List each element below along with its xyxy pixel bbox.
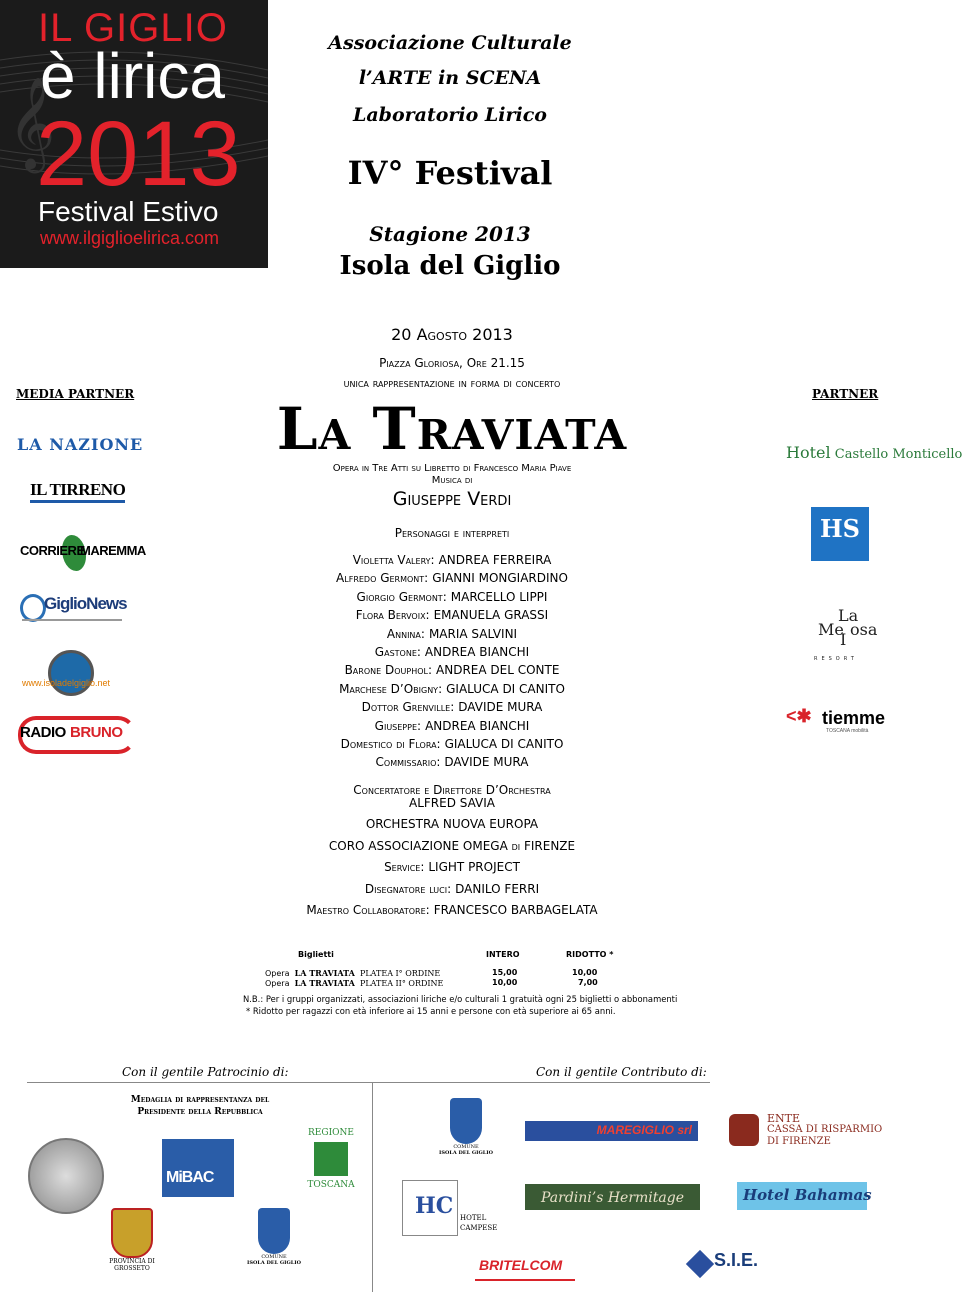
location: Isola del Giglio bbox=[339, 251, 561, 281]
music-by: Musica di bbox=[431, 475, 473, 486]
provincia-text: PROVINCIA DI bbox=[109, 1258, 155, 1265]
bahamas-text: Hotel Bahamas bbox=[743, 1186, 872, 1204]
cast-role: Dottor Grenville: bbox=[361, 700, 455, 715]
cast-role: Domestico di Flora: bbox=[340, 737, 441, 751]
tickets-col-full: INTERO bbox=[486, 950, 520, 959]
corriere-maremma-logo bbox=[20, 535, 146, 573]
association-name: Associazione Culturale bbox=[328, 32, 572, 54]
maregiglio-text: MAREGIGLIO srl bbox=[596, 1123, 692, 1137]
il-tirreno-logo: IL TIRRENO bbox=[30, 480, 125, 503]
lights-role: Disegnatore luci: bbox=[364, 882, 452, 896]
pardini-text: Pardini’s Hermitage bbox=[540, 1190, 684, 1206]
cast-row bbox=[0, 590, 904, 604]
lights-line bbox=[0, 882, 904, 896]
opera-title: La Traviata bbox=[276, 395, 628, 463]
meriosa-osa: osa bbox=[850, 620, 878, 639]
ticket-sector: PLATEA II° ORDINE bbox=[359, 979, 444, 988]
conductor-role: Concertatore e Direttore D’Orchestra bbox=[353, 783, 551, 797]
chorus-di: di bbox=[511, 839, 521, 853]
medaglia-line-2: Presidente della Repubblica bbox=[137, 1107, 263, 1117]
cast-performer: MARIA SALVINI bbox=[428, 626, 518, 641]
cast-row bbox=[0, 682, 904, 696]
association-lab: Laboratorio Lirico bbox=[353, 104, 547, 126]
event-date: 20 Agosto 2013 bbox=[391, 325, 513, 344]
grosseto-text: GROSSETO bbox=[114, 1265, 150, 1272]
chorus-city: FIRENZE bbox=[523, 839, 576, 853]
monticello-word: Monticello bbox=[892, 447, 962, 462]
cast-role: Gastone: bbox=[374, 645, 421, 659]
cassa-text: CASSA DI RISPARMIO bbox=[767, 1124, 883, 1135]
presidential-medal-icon bbox=[28, 1138, 104, 1214]
ente-emblem-icon bbox=[729, 1114, 759, 1146]
cast-role: Barone Douphol: bbox=[344, 663, 433, 678]
ticket-type: Opera bbox=[265, 979, 290, 988]
patrocinio-heading: Con il gentile Patrocinio di: bbox=[122, 1065, 289, 1079]
cast-performer: GIALUCA DI CANITO bbox=[446, 681, 565, 696]
ship-wheel-icon bbox=[48, 650, 94, 696]
cast-performer: ANDREA FERREIRA bbox=[438, 553, 552, 567]
mibac-text: MiBAC bbox=[166, 1169, 214, 1186]
cast-row bbox=[0, 627, 904, 641]
regione-text: REGIONE bbox=[308, 1128, 354, 1138]
ticket-sector: PLATEA I° ORDINE bbox=[359, 969, 441, 978]
comune-name: ISOLA DEL GIGLIO bbox=[439, 1150, 493, 1156]
hotel-bahamas-logo bbox=[737, 1182, 872, 1210]
hotel-text: HOTEL bbox=[460, 1214, 487, 1222]
service-role: Service: bbox=[384, 860, 425, 874]
logo-line-1: IL GIGLIO bbox=[38, 6, 228, 50]
footer-divider-h bbox=[27, 1082, 710, 1083]
sie-emblem-icon bbox=[686, 1250, 714, 1278]
hotel-campese-emblem-icon bbox=[402, 1180, 458, 1236]
ente-text: ENTE bbox=[767, 1112, 801, 1125]
cast-role: Giorgio Germont: bbox=[356, 589, 447, 604]
cast-role: Flora Bervoix: bbox=[355, 608, 430, 623]
tickets-note-groups: N.B.: Per i gruppi organizzati, associazioni liriche e/o culturali 1 gratuità ogni 25 biglietti o abbonamenti bbox=[243, 994, 678, 1004]
cast-performer: DAVIDE MURA bbox=[458, 700, 543, 715]
maestro-name: FRANCESCO BARBAGELATA bbox=[433, 903, 598, 917]
toscana-text: TOSCANA bbox=[307, 1180, 355, 1190]
cast-row bbox=[0, 755, 904, 769]
cast-row bbox=[0, 608, 904, 622]
tickets-col-reduced: RIDOTTO * bbox=[566, 950, 614, 959]
lights-name: DANILO FERRI bbox=[455, 882, 540, 896]
campese-text: CAMPESE bbox=[460, 1224, 498, 1232]
britelcom-text: BRITELCOM bbox=[479, 1257, 563, 1273]
meriosa-la: La bbox=[838, 606, 859, 625]
isoladelgiglio-logo bbox=[22, 650, 127, 696]
cast-role: Commissario: bbox=[375, 755, 441, 770]
giglionews-text: GiglioNews bbox=[44, 594, 127, 613]
sie-logo bbox=[690, 1248, 780, 1280]
hs-text: HS bbox=[819, 514, 860, 543]
footer-divider-v bbox=[372, 1082, 373, 1292]
maestro-line bbox=[0, 903, 904, 917]
la-nazione-logo: LA NAZIONE bbox=[17, 435, 144, 454]
maremma-text: MAREMMA bbox=[80, 543, 146, 558]
cast-role: Violetta Valery: bbox=[352, 553, 435, 567]
hs-hotel-logo bbox=[811, 507, 869, 561]
comune-crest-icon bbox=[450, 1098, 482, 1144]
service-name: LIGHT PROJECT bbox=[428, 860, 520, 874]
cast-row bbox=[0, 700, 904, 714]
firenze-text: DI FIRENZE bbox=[767, 1136, 831, 1147]
partner-title: PARTNER bbox=[812, 387, 879, 401]
media-partner-title: MEDIA PARTNER bbox=[16, 387, 135, 401]
regione-toscana-logo bbox=[306, 1128, 356, 1190]
comune-crest-icon bbox=[258, 1208, 290, 1254]
maestro-role: Maestro Collaboratore: bbox=[306, 903, 430, 917]
ticket-title: LA TRAVIATA bbox=[294, 968, 355, 978]
ticket-reduced: 7,00 bbox=[578, 978, 598, 987]
comune-giglio-logo-left bbox=[238, 1208, 310, 1266]
la-meriosa-logo bbox=[814, 606, 878, 666]
comune-text: COMUNE bbox=[453, 1144, 479, 1150]
cast-performer: EMANUELA GRASSI bbox=[433, 608, 549, 623]
hotel-word: Hotel bbox=[786, 443, 831, 462]
hotel-campese-logo bbox=[402, 1180, 496, 1236]
tiemme-text: tiemme bbox=[822, 708, 886, 728]
meriosa-me: Me bbox=[818, 620, 844, 639]
cast-row bbox=[0, 663, 904, 677]
ticket-row bbox=[265, 978, 443, 988]
cast-role: Annina: bbox=[386, 626, 425, 641]
giglionews-logo bbox=[18, 592, 126, 628]
sie-text: S.I.E. bbox=[714, 1250, 759, 1270]
comune-name: ISOLA DEL GIGLIO bbox=[247, 1260, 301, 1266]
isoladelgiglio-url: www.isoladelgiglio.net bbox=[22, 678, 111, 688]
tiemme-logo bbox=[786, 706, 904, 736]
tiemme-sub: TOSCANA mobilità bbox=[826, 728, 869, 734]
festival-edition: IV° Festival bbox=[347, 154, 553, 192]
event-form: unica rappresentazione in forma di concerto bbox=[343, 376, 561, 390]
cast-row bbox=[0, 571, 904, 585]
logo-line-2: è lirica bbox=[40, 40, 225, 112]
castello-word: Castello bbox=[834, 447, 889, 462]
cast-row bbox=[0, 645, 904, 659]
ente-cassa-logo bbox=[729, 1112, 883, 1148]
event-venue: Piazza Gloriosa, Ore 21.15 bbox=[379, 356, 525, 370]
comune-giglio-logo-right bbox=[430, 1098, 502, 1156]
ticket-type: Opera bbox=[265, 969, 290, 978]
festival-logo bbox=[0, 0, 268, 268]
medaglia-line-1: Medaglia di rappresentanza del bbox=[130, 1095, 270, 1105]
contributo-heading: Con il gentile Contributo di: bbox=[536, 1065, 707, 1079]
chorus bbox=[0, 839, 904, 853]
opera-subtitle: Opera in Tre Atti su Libretto di Francesco Maria Piave bbox=[332, 463, 572, 474]
hotel-castello-logo bbox=[786, 443, 962, 462]
pegasus-icon bbox=[314, 1142, 348, 1176]
cast-performer: ANDREA BIANCHI bbox=[425, 718, 530, 733]
resort-text: RESORT bbox=[814, 656, 858, 662]
provincia-crest-icon bbox=[111, 1208, 153, 1258]
tagline-line bbox=[22, 619, 122, 621]
cast-performer: MARCELLO LIPPI bbox=[450, 589, 548, 604]
cast-role: Giuseppe: bbox=[374, 718, 422, 733]
chorus-name: CORO ASSOCIAZIONE OMEGA bbox=[328, 839, 508, 853]
service-line bbox=[0, 860, 904, 874]
pardini-logo bbox=[525, 1184, 700, 1210]
bruno-text: BRUNO bbox=[70, 724, 123, 741]
hc-monogram-icon: HC bbox=[415, 1193, 454, 1219]
radio-text: RADIO bbox=[20, 724, 66, 741]
cast-performer: ANDREA DEL CONTE bbox=[436, 663, 560, 678]
britelcom-logo bbox=[475, 1255, 575, 1281]
ticket-reduced: 10,00 bbox=[572, 968, 598, 977]
cast-performer: ANDREA BIANCHI bbox=[424, 645, 530, 659]
tickets-note-reduced: * Ridotto per ragazzi con età inferiore ai 15 anni e persone con età superiore ai 65 anni. bbox=[246, 1006, 616, 1016]
svg-text:𝄞: 𝄞 bbox=[8, 76, 56, 169]
logo-year: 2013 bbox=[36, 103, 241, 205]
logo-url: www.ilgiglioelirica.com bbox=[40, 228, 220, 248]
provincia-grosseto-logo bbox=[98, 1208, 166, 1272]
cast-performer: GIANNI MONGIARDINO bbox=[432, 571, 568, 586]
ticket-full: 10,00 bbox=[492, 978, 518, 987]
cast-performer: DAVIDE MURA bbox=[444, 755, 529, 770]
association-subname: l’ARTE in SCENA bbox=[358, 67, 542, 89]
maregiglio-logo bbox=[525, 1121, 698, 1141]
tickets-heading: Biglietti bbox=[298, 950, 334, 959]
ticket-full: 15,00 bbox=[492, 968, 518, 977]
cast-performer: GIALUCA DI CANITO bbox=[444, 737, 564, 751]
season: Stagione 2013 bbox=[369, 222, 531, 246]
corriere-text: CORRIERE bbox=[20, 543, 85, 558]
composer: Giuseppe Verdi bbox=[392, 488, 512, 510]
meriosa-i: I bbox=[840, 630, 847, 649]
cast-heading: Personaggi e interpreti bbox=[394, 526, 510, 540]
comune-text: COMUNE bbox=[261, 1254, 287, 1260]
tiemme-arrow-icon: <✱ bbox=[786, 706, 812, 726]
logo-subtitle: Festival Estivo bbox=[38, 196, 219, 227]
conductor: ALFRED SAVIA bbox=[408, 796, 495, 810]
mibac-logo bbox=[162, 1139, 234, 1197]
orchestra: ORCHESTRA NUOVA EUROPA bbox=[365, 817, 539, 831]
radio-bruno-logo bbox=[18, 716, 136, 754]
cast-role: Marchese D’Obigny: bbox=[339, 681, 443, 696]
ticket-row bbox=[265, 968, 440, 978]
eye-icon bbox=[20, 594, 46, 622]
cast-role: Alfredo Germont: bbox=[336, 571, 429, 586]
ticket-title: LA TRAVIATA bbox=[294, 978, 355, 988]
